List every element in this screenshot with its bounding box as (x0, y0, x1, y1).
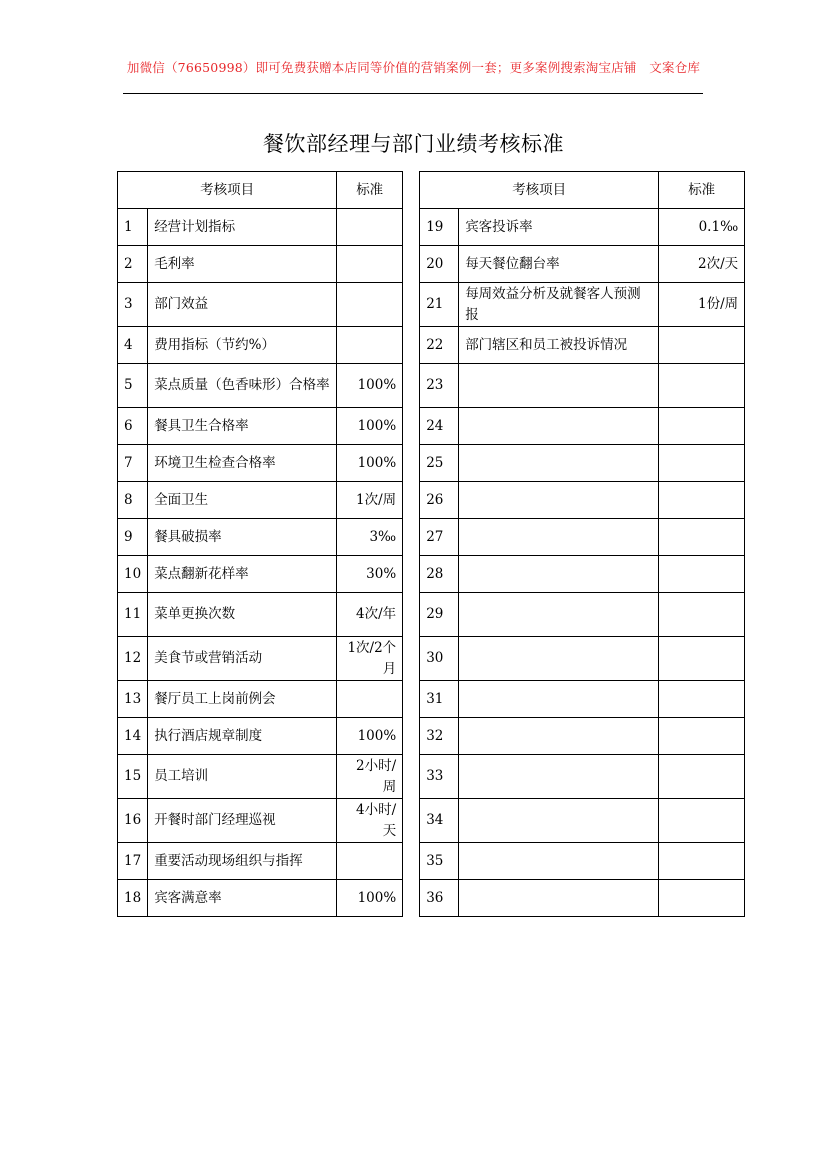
item-name: 菜单更换次数 (148, 593, 337, 637)
item-number: 33 (420, 755, 459, 799)
item-number: 29 (420, 593, 459, 637)
table-row (118, 799, 745, 843)
item-number: 1 (118, 209, 148, 246)
item-standard: 100% (337, 364, 403, 408)
item-standard (659, 556, 745, 593)
item-number: 15 (118, 755, 148, 799)
item-number: 14 (118, 718, 148, 755)
item-number: 6 (118, 408, 148, 445)
table-row (118, 755, 745, 799)
item-name: 美食节或营销活动 (148, 637, 337, 681)
item-standard (659, 593, 745, 637)
item-number: 21 (420, 283, 459, 327)
header-item-right: 考核项目 (420, 172, 659, 209)
column-gap (403, 172, 420, 917)
item-number: 4 (118, 327, 148, 364)
table-row (118, 637, 745, 681)
item-name (459, 445, 659, 482)
item-name (459, 843, 659, 880)
table-row (118, 593, 745, 637)
item-number: 31 (420, 681, 459, 718)
promo-banner: 加微信（76650998）即可免费获赠本店同等价值的营销案例一套；更多案例搜索淘宝店铺 文案仓库 (126, 60, 701, 75)
table-row (118, 283, 745, 327)
item-standard: 4次/年 (337, 593, 403, 637)
item-name (459, 408, 659, 445)
item-number: 28 (420, 556, 459, 593)
item-name: 环境卫生检查合格率 (148, 445, 337, 482)
item-name: 每天餐位翻台率 (459, 246, 659, 283)
item-name: 经营计划指标 (148, 209, 337, 246)
header-item-left: 考核项目 (118, 172, 337, 209)
header-divider (123, 93, 703, 94)
item-name: 宾客投诉率 (459, 209, 659, 246)
table-row (118, 880, 745, 917)
item-standard: 1次/周 (337, 482, 403, 519)
item-standard (337, 283, 403, 327)
table-row (118, 681, 745, 718)
item-standard: 100% (337, 408, 403, 445)
item-number: 7 (118, 445, 148, 482)
item-standard (337, 327, 403, 364)
table-row (118, 482, 745, 519)
item-standard (659, 519, 745, 556)
item-standard (659, 637, 745, 681)
table-row (118, 246, 745, 283)
item-number: 9 (118, 519, 148, 556)
document-title: 餐饮部经理与部门业绩考核标准 (263, 132, 564, 156)
item-number: 25 (420, 445, 459, 482)
item-number: 24 (420, 408, 459, 445)
item-standard: 1次/2个月 (337, 637, 403, 681)
item-number: 30 (420, 637, 459, 681)
table-row (118, 843, 745, 880)
item-name: 执行酒店规章制度 (148, 718, 337, 755)
item-name: 部门辖区和员工被投诉情况 (459, 327, 659, 364)
item-name: 餐具破损率 (148, 519, 337, 556)
item-name (459, 681, 659, 718)
item-name (459, 482, 659, 519)
item-number: 16 (118, 799, 148, 843)
table-row (118, 519, 745, 556)
item-name (459, 519, 659, 556)
item-number: 35 (420, 843, 459, 880)
item-standard (659, 880, 745, 917)
item-standard (659, 327, 745, 364)
item-standard (337, 681, 403, 718)
item-number: 34 (420, 799, 459, 843)
item-name (459, 755, 659, 799)
item-name: 宾客满意率 (148, 880, 337, 917)
item-number: 36 (420, 880, 459, 917)
item-standard (659, 408, 745, 445)
table-row (118, 445, 745, 482)
item-name (459, 637, 659, 681)
item-number: 2 (118, 246, 148, 283)
item-standard (659, 799, 745, 843)
item-number: 12 (118, 637, 148, 681)
item-name: 开餐时部门经理巡视 (148, 799, 337, 843)
item-standard: 3‰ (337, 519, 403, 556)
item-standard (659, 364, 745, 408)
item-number: 11 (118, 593, 148, 637)
item-name: 毛利率 (148, 246, 337, 283)
item-name: 菜点翻新花样率 (148, 556, 337, 593)
item-standard (337, 843, 403, 880)
item-name (459, 556, 659, 593)
table-row (118, 364, 745, 408)
item-number: 27 (420, 519, 459, 556)
header-standard-right: 标准 (659, 172, 745, 209)
table-row (118, 209, 745, 246)
item-standard: 30% (337, 556, 403, 593)
item-standard: 2小时/周 (337, 755, 403, 799)
item-standard (659, 755, 745, 799)
item-name: 每周效益分析及就餐客人预测报 (459, 283, 659, 327)
item-name (459, 718, 659, 755)
item-standard (659, 482, 745, 519)
item-name: 重要活动现场组织与指挥 (148, 843, 337, 880)
item-number: 17 (118, 843, 148, 880)
item-name: 部门效益 (148, 283, 337, 327)
item-number: 20 (420, 246, 459, 283)
item-name (459, 593, 659, 637)
item-standard: 4小时/天 (337, 799, 403, 843)
item-number: 5 (118, 364, 148, 408)
item-standard: 0.1‰ (659, 209, 745, 246)
table-row (118, 408, 745, 445)
item-number: 23 (420, 364, 459, 408)
item-number: 3 (118, 283, 148, 327)
item-number: 13 (118, 681, 148, 718)
item-standard (659, 843, 745, 880)
item-standard (659, 445, 745, 482)
item-standard: 100% (337, 880, 403, 917)
item-name (459, 880, 659, 917)
table-row (118, 556, 745, 593)
item-name: 员工培训 (148, 755, 337, 799)
item-standard: 100% (337, 445, 403, 482)
item-name (459, 799, 659, 843)
item-standard (337, 209, 403, 246)
item-number: 19 (420, 209, 459, 246)
item-standard: 100% (337, 718, 403, 755)
assessment-table (117, 171, 745, 917)
table-row (118, 718, 745, 755)
item-standard (659, 718, 745, 755)
item-number: 22 (420, 327, 459, 364)
header-standard-left: 标准 (337, 172, 403, 209)
item-standard (659, 681, 745, 718)
item-name: 费用指标（节约%） (148, 327, 337, 364)
item-number: 26 (420, 482, 459, 519)
item-number: 32 (420, 718, 459, 755)
item-number: 8 (118, 482, 148, 519)
table-row (118, 327, 745, 364)
item-standard: 1份/周 (659, 283, 745, 327)
item-name: 菜点质量（色香味形）合格率 (148, 364, 337, 408)
item-standard (337, 246, 403, 283)
item-standard: 2次/天 (659, 246, 745, 283)
table-header-row (118, 172, 745, 209)
item-name: 全面卫生 (148, 482, 337, 519)
item-name (459, 364, 659, 408)
item-name: 餐厅员工上岗前例会 (148, 681, 337, 718)
item-name: 餐具卫生合格率 (148, 408, 337, 445)
item-number: 18 (118, 880, 148, 917)
item-number: 10 (118, 556, 148, 593)
